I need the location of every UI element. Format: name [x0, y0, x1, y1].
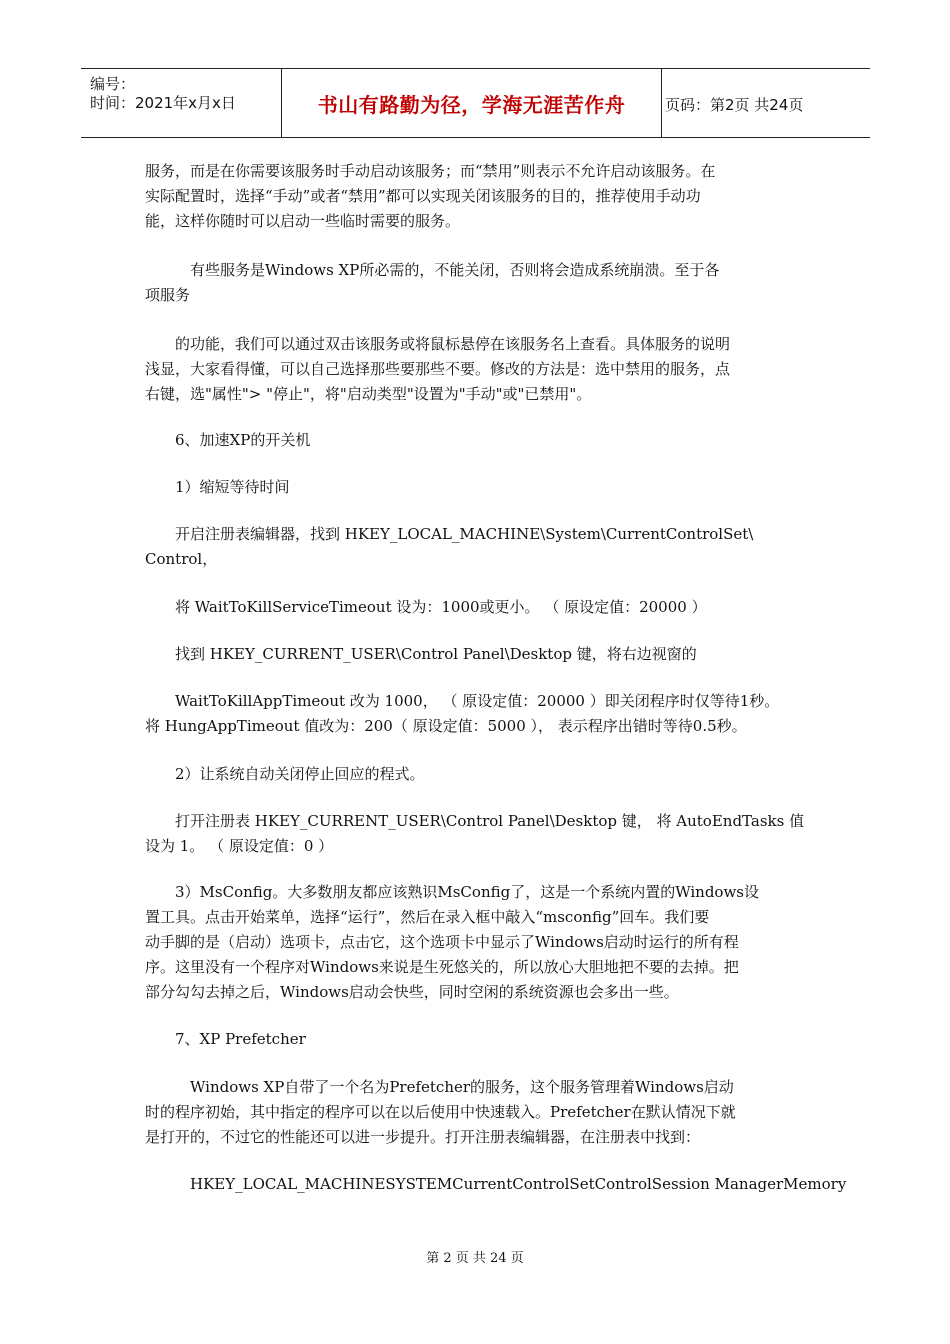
paragraph — [145, 595, 813, 620]
text-line: 序。这里没有一个程序对Windows来说是生死悠关的，所以放心大胆地把不要的去掉。把 — [145, 958, 739, 976]
header-motto: 书山有路勤为径，学海无涯苦作舟 — [317, 92, 626, 117]
text-line: 2）让系统自动关闭停止回应的程式。 — [145, 765, 425, 783]
text-line: 6、加速XP的开关机 — [145, 431, 311, 449]
text-line: 有些服务是Windows XP所必需的，不能关闭，否则将会造成系统崩溃。至于各 — [145, 261, 720, 279]
text-line: 服务，而是在你需要该服务时手动启动该服务；而“禁用”则表示不允许启动该服务。在 — [145, 162, 716, 180]
doc-date-label: 时间：2021年x月x日 — [90, 94, 236, 112]
text-line: 开启注册表编辑器，找到 HKEY_LOCAL_MACHINE\System\CurrentControlSet\ — [145, 525, 754, 543]
text-line: 动手脚的是（启动）选项卡，点击它，这个选项卡中显示了Windows启动时运行的所有程 — [145, 933, 739, 951]
page-header — [81, 68, 870, 138]
text-line: 是打开的，不过它的性能还可以进一步提升。打开注册表编辑器，在注册表中找到： — [145, 1128, 701, 1146]
text-line: 3）MsConfig。大多数朋友都应该熟识MsConfig了，这是一个系统内置的Windows设 — [145, 883, 759, 901]
text-line: Windows XP自带了一个名为Prefetcher的服务，这个服务管理着Windows启动 — [145, 1078, 734, 1096]
text-line: WaitToKillAppTimeout 改为 1000， （ 原设定值：20000 ）即关闭程序时仅等待1秒。 — [145, 692, 780, 710]
text-line: 浅显，大家看得懂，可以自己选择那些要那些不要。修改的方法是：选中禁用的服务，点 — [145, 360, 731, 378]
text-line: 打开注册表 HKEY_CURRENT_USER\Control Panel\Desktop 键， 将 AutoEndTasks 值 — [145, 812, 805, 830]
text-line: 7、XP Prefetcher — [145, 1030, 306, 1048]
page-footer: 第 2 页 共 24 页 — [426, 1251, 524, 1266]
paragraph — [145, 428, 813, 453]
paragraph — [145, 332, 813, 407]
paragraph — [145, 642, 813, 667]
text-line: 项服务 — [145, 286, 191, 304]
text-line: 的功能，我们可以通过双击该服务或将鼠标悬停在该服务名上查看。具体服务的说明 — [145, 335, 731, 353]
text-line: 将 WaitToKillServiceTimeout 设为：1000或更小。 （ 原设定值：20000 ） — [145, 598, 707, 616]
paragraph — [145, 258, 813, 308]
text-line: 找到 HKEY_CURRENT_USER\Control Panel\Desktop 键，将右边视窗的 — [145, 645, 697, 663]
text-line: HKEY_LOCAL_MACHINESYSTEMCurrentControlSetControlSession ManagerMemory — [145, 1175, 847, 1193]
text-line: 1）缩短等待时间 — [145, 478, 290, 496]
text-line: 实际配置时，选择“手动”或者“禁用”都可以实现关闭该服务的目的，推荐使用手动功 — [145, 187, 701, 205]
header-page-label: 页码：第2页 共24页 — [665, 96, 804, 114]
paragraph — [145, 522, 813, 572]
paragraph — [145, 159, 813, 234]
paragraph — [145, 1172, 847, 1197]
header-divider — [661, 69, 662, 137]
paragraph — [145, 762, 813, 787]
text-line: 部分勾勾去掉之后，Windows启动会快些，同时空闲的系统资源也会多出一些。 — [145, 983, 679, 1001]
paragraph — [145, 880, 813, 1005]
doc-number-label: 编号： — [90, 75, 136, 93]
header-meta — [81, 69, 281, 137]
text-line: 设为 1。 （ 原设定值：0 ） — [145, 837, 334, 855]
paragraph — [145, 475, 813, 500]
text-line: 置工具。点击开始菜单，选择“运行”，然后在录入框中敲入“msconfig”回车。我们要 — [145, 908, 710, 926]
text-line: 将 HungAppTimeout 值改为：200（ 原设定值：5000 ）， 表示程序出错时等待0.5秒。 — [145, 717, 747, 735]
paragraph — [145, 689, 813, 739]
text-line: Control， — [145, 550, 218, 568]
text-line: 能，这样你随时可以启动一些临时需要的服务。 — [145, 212, 461, 230]
text-line: 时的程序初始，其中指定的程序可以在以后使用中快速载入。Prefetcher在默认情况下就 — [145, 1103, 736, 1121]
text-line: 右键，选"属性"> "停止"，将"启动类型"设置为"手动"或"已禁用"。 — [145, 385, 592, 403]
paragraph — [145, 1027, 813, 1052]
paragraph — [145, 809, 813, 859]
paragraph — [145, 1075, 813, 1150]
